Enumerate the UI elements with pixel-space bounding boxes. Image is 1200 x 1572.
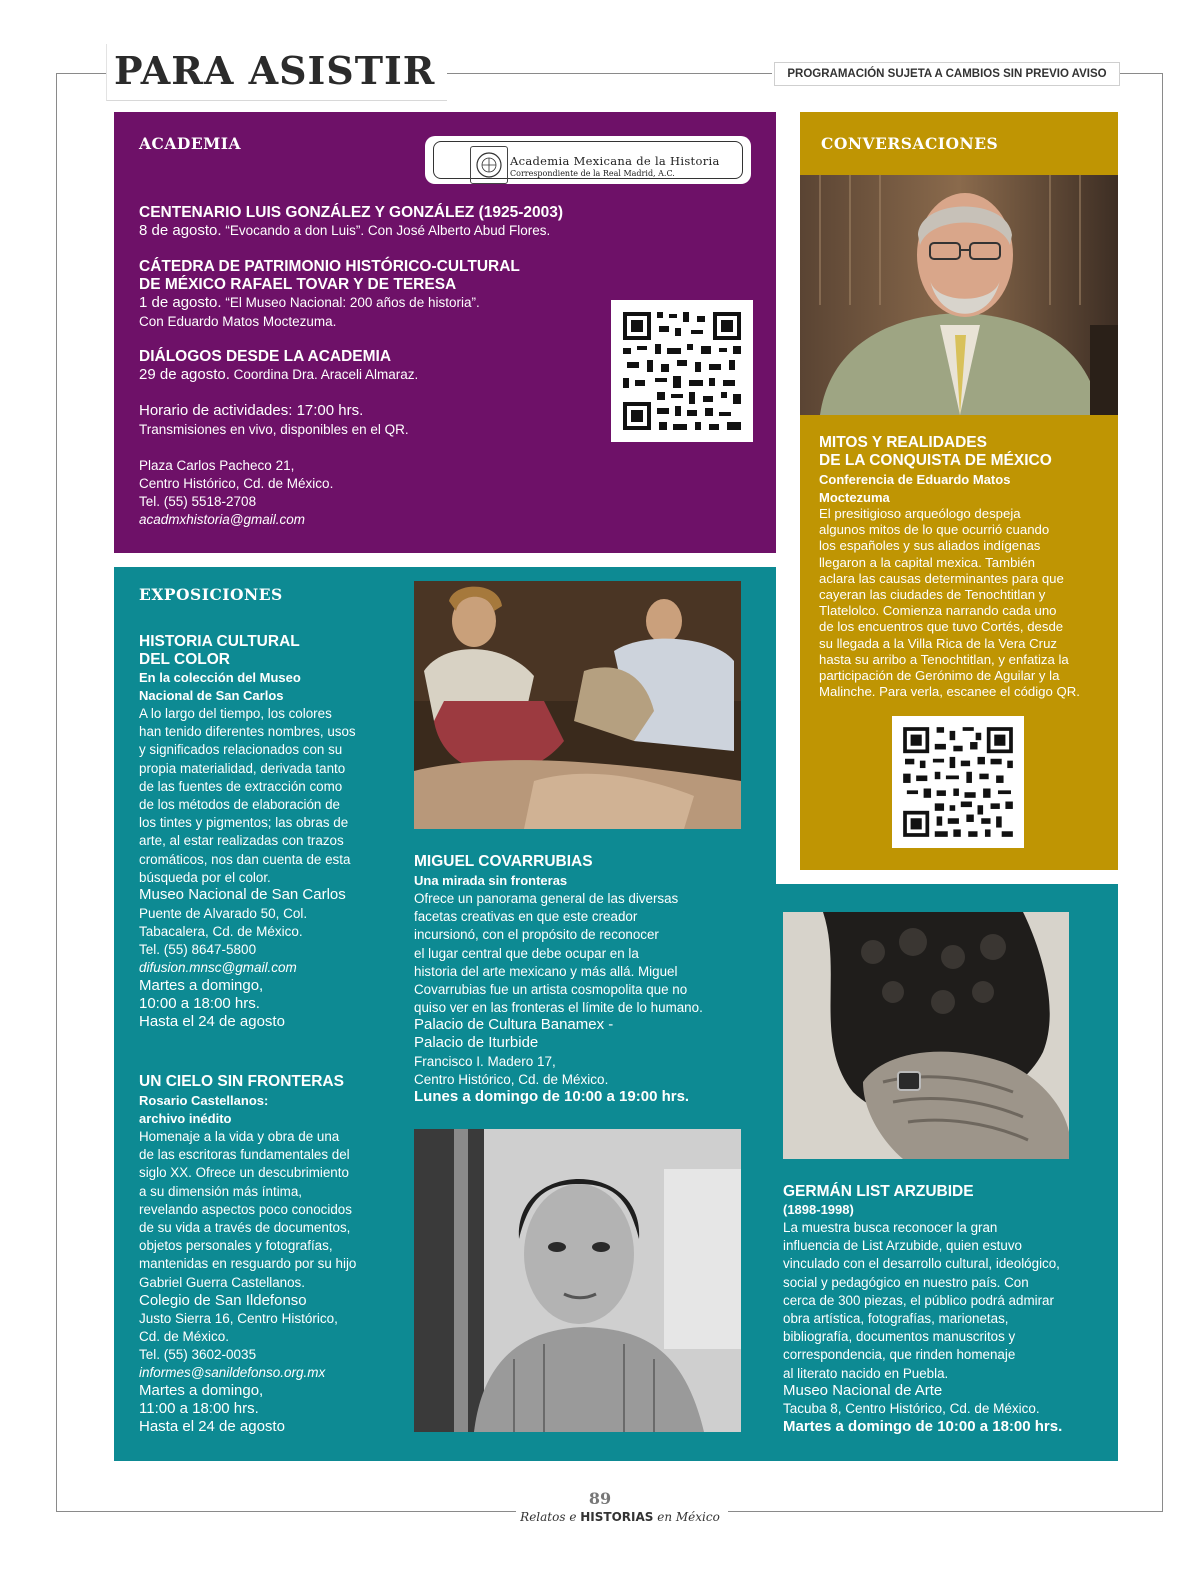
body-line: A lo largo del tiempo, los colores — [139, 706, 332, 721]
event-date: 1 de agosto. — [139, 294, 222, 311]
logo-subtitle: Correspondiente de la Real Madrid, A.C. — [510, 169, 675, 178]
body-line: siglo XX. Ofrece un descubrimiento — [139, 1165, 349, 1181]
event-line — [139, 222, 550, 240]
address-line: Centro Histórico, Cd. de México. — [139, 476, 334, 491]
event-date: 29 de agosto. — [139, 366, 230, 383]
body-line: algunos mitos de lo que ocurrió cuando — [819, 522, 1050, 538]
event-date: 8 de agosto. — [139, 222, 222, 239]
exhibit-body — [139, 1128, 356, 1292]
section-heading-academia: ACADEMIA — [139, 134, 242, 153]
venue: Palacio de Iturbide — [414, 1034, 539, 1051]
pub-part: en México — [653, 1510, 720, 1524]
body-line: bibliografía, documentos manuscritos y — [783, 1329, 1016, 1345]
address-line: Justo Sierra 16, Centro Histórico, — [139, 1311, 338, 1326]
exhibit-title: GERMÁN LIST ARZUBIDE — [783, 1183, 974, 1200]
address-line: Centro Histórico, Cd. de México. — [414, 1072, 609, 1087]
body-line: revelando aspectos poco conocidos — [139, 1201, 352, 1217]
body-line: Ofrece un panorama general de las diversas — [414, 891, 679, 906]
phone: Tel. (55) 5518-2708 — [139, 494, 257, 509]
publication-name — [0, 1510, 1200, 1524]
body-line: Gabriel Guerra Castellanos. — [139, 1274, 305, 1290]
section-heading-exposiciones: EXPOSICIONES — [139, 585, 283, 604]
venue: Colegio de San Ildefonso — [139, 1292, 307, 1309]
exhibit-body — [414, 890, 703, 1017]
event-line — [139, 366, 418, 384]
schedule: Horario de actividades: 17:00 hrs. — [139, 402, 364, 419]
body-line: participación de Gerónimo de Aguilar y la — [819, 668, 1060, 684]
exhibit-title: MIGUEL COVARRUBIAS — [414, 853, 593, 870]
body-line: hasta su arribo a Tenochtitlan, y enfatiza la — [819, 651, 1069, 667]
qr-code-icon[interactable] — [611, 300, 753, 442]
event-title: DIÁLOGOS DESDE LA ACADEMIA — [139, 348, 392, 365]
page-number: 89 — [588, 1489, 612, 1508]
section-heading-conversaciones: CONVERSACIONES — [821, 134, 999, 153]
body-line: Covarrubias fue un artista cosmopolita que no — [414, 982, 688, 998]
exhibit-title: DEL COLOR — [139, 651, 230, 668]
schedule-until: Hasta el 24 de agosto — [139, 1418, 285, 1435]
body-line: Homenaje a la vida y obra de una — [139, 1129, 340, 1144]
event-title: CÁTEDRA DE PATRIMONIO HISTÓRICO-CULTURAL — [139, 258, 520, 275]
body-line: arte, al estar realizadas con trazos — [139, 833, 344, 849]
event-desc: “Evocando a don Luis”. Con José Alberto Abud Flores. — [221, 223, 551, 238]
body-line: los tintes y pigmentos; las obras de — [139, 815, 349, 831]
exhibit-subtitle: Nacional de San Carlos — [139, 688, 284, 703]
exhibit-subtitle: En la colección del Museo — [139, 670, 301, 685]
body-line: aclara las causas determinantes para que — [819, 570, 1064, 586]
body-line: El presitigioso arqueólogo despeja — [819, 506, 1021, 521]
body-line: Malinche. Para verla, escanee el código QR. — [819, 684, 1080, 700]
address-line: Puente de Alvarado 50, Col. — [139, 906, 308, 921]
body-line: quiso ver en las fronteras el límite de lo humano. — [414, 1000, 703, 1016]
address-line: Plaza Carlos Pacheco 21, — [139, 458, 295, 473]
body-line: de los métodos de elaboración de — [139, 797, 340, 813]
exhibit-subtitle: (1898-1998) — [783, 1202, 854, 1217]
event-title: CENTENARIO LUIS GONZÁLEZ Y GONZÁLEZ (1925-2003) — [139, 204, 564, 221]
body-line: mantenidas en resguardo por su hijo — [139, 1256, 357, 1272]
exhibit-subtitle: archivo inédito — [139, 1111, 232, 1126]
schedule-hours: Martes a domingo de 10:00 a 18:00 hrs. — [783, 1418, 1063, 1435]
frame-rule — [446, 73, 772, 74]
schedule-until: Hasta el 24 de agosto — [139, 1013, 285, 1030]
body-line: al literato nacido en Puebla. — [783, 1365, 949, 1381]
frame-rule — [1118, 73, 1162, 74]
pub-part: HISTORIAS — [580, 1510, 654, 1524]
body-line: La muestra busca reconocer la gran — [783, 1220, 998, 1235]
event-title: DE MÉXICO RAFAEL TOVAR Y DE TERESA — [139, 276, 457, 293]
academia-logo — [425, 136, 751, 184]
stream-note: Transmisiones en vivo, disponibles en el QR. — [139, 422, 409, 437]
exhibit-body — [139, 705, 356, 887]
seal-icon — [470, 146, 508, 184]
phone: Tel. (55) 8647-5800 — [139, 942, 257, 957]
body-line: de los encuentros que tuvo Cortés, desde — [819, 619, 1064, 635]
body-line: objetos personales y fotografías, — [139, 1238, 333, 1254]
schedule-days: Martes a domingo, — [139, 1382, 264, 1399]
body-line: cayeran las ciudades de Tenochtitlan y — [819, 587, 1046, 603]
conference-subtitle: Conferencia de Eduardo Matos — [819, 472, 1011, 487]
event-line — [139, 294, 480, 312]
body-line: han tenido diferentes nombres, usos — [139, 724, 356, 740]
body-line: y significados relacionados con su — [139, 742, 343, 758]
schedule-hours: 11:00 a 18:00 hrs. — [139, 1400, 259, 1417]
address-line: Tabacalera, Cd. de México. — [139, 924, 303, 939]
page-title: PARA ASISTIR — [114, 48, 436, 93]
body-line: cromáticos, nos dan cuenta de esta — [139, 851, 351, 867]
body-line: de las fuentes de extracción como — [139, 778, 343, 794]
schedule-days: Martes a domingo, — [139, 977, 264, 994]
body-line: su llegada a la Villa Rica de la Vera Cruz — [819, 635, 1057, 651]
body-line: propia materialidad, derivada tanto — [139, 760, 346, 776]
exhibit-title: HISTORIA CULTURAL — [139, 633, 300, 650]
painting-image — [414, 581, 741, 829]
body-line: búsqueda por el color. — [139, 869, 271, 885]
conference-subtitle: Moctezuma — [819, 490, 890, 505]
body-line: correspondencia, que rinden homenaje — [783, 1347, 1016, 1363]
body-line: los españoles y sus aliados indígenas — [819, 538, 1041, 554]
pub-part: Relatos e — [520, 1510, 581, 1524]
email[interactable]: informes@sanildefonso.org.mx — [139, 1365, 326, 1380]
address-line: Cd. de México. — [139, 1329, 230, 1344]
body-line: a su dimensión más íntima, — [139, 1183, 302, 1199]
venue: Museo Nacional de Arte — [783, 1382, 943, 1399]
exhibit-body — [783, 1219, 1060, 1383]
body-line: llegaron a la capital mexica. También — [819, 554, 1036, 570]
body-line: vinculado con el desarrollo cultural, ideológico, — [783, 1256, 1060, 1272]
venue: Museo Nacional de San Carlos — [139, 886, 346, 903]
body-line: social y pedagógico en nuestro país. Con — [783, 1274, 1029, 1290]
schedule-notice: PROGRAMACIÓN SUJETA A CAMBIOS SIN PREVIO AVISO — [774, 62, 1120, 86]
qr-code-icon[interactable] — [892, 716, 1024, 848]
conference-title: DE LA CONQUISTA DE MÉXICO — [819, 452, 1052, 469]
email[interactable]: acadmxhistoria@gmail.com — [139, 512, 306, 527]
event-desc: “El Museo Nacional: 200 años de historia”. — [221, 295, 480, 310]
logo-name: Academia Mexicana de la Historia — [510, 154, 720, 168]
event-desc: Con Eduardo Matos Moctezuma. — [139, 314, 337, 329]
hand-photo — [783, 912, 1069, 1159]
phone: Tel. (55) 3602-0035 — [139, 1347, 257, 1362]
conference-body — [819, 506, 1080, 700]
event-desc: Coordina Dra. Araceli Almaraz. — [229, 367, 419, 382]
exhibit-title: UN CIELO SIN FRONTERAS — [139, 1073, 344, 1090]
email[interactable]: difusion.mnsc@gmail.com — [139, 960, 297, 975]
schedule-hours: 10:00 a 18:00 hrs. — [139, 995, 260, 1012]
body-line: cerca de 300 piezas, el público podrá admirar — [783, 1292, 1054, 1308]
body-line: de las escritoras fundamentales del — [139, 1147, 350, 1163]
body-line: facetas creativas en que este creador — [414, 909, 638, 925]
exhibit-subtitle: Una mirada sin fronteras — [414, 873, 568, 888]
address-line: Tacuba 8, Centro Histórico, Cd. de México. — [783, 1401, 1040, 1416]
body-line: Tlatelolco. Comienza narrando cada uno — [819, 603, 1057, 619]
speaker-photo — [800, 175, 1118, 415]
conference-title: MITOS Y REALIDADES — [819, 434, 987, 451]
frame-rule — [56, 73, 108, 74]
body-line: el lugar central que debe ocupar en la — [414, 945, 639, 961]
body-line: obra artística, fotografías, marionetas, — [783, 1311, 1009, 1327]
body-line: incursionó, con el propósito de reconocer — [414, 927, 659, 943]
address-line: Francisco I. Madero 17, — [414, 1054, 556, 1069]
body-line: historia del arte mexicano y más allá. Miguel — [414, 963, 678, 979]
exhibit-subtitle: Rosario Castellanos: — [139, 1093, 269, 1108]
body-line: influencia de List Arzubide, quien estuvo — [783, 1238, 1022, 1254]
schedule-hours: Lunes a domingo de 10:00 a 19:00 hrs. — [414, 1088, 690, 1105]
body-line: de su vida a través de documentos, — [139, 1220, 351, 1236]
venue: Palacio de Cultura Banamex - — [414, 1016, 614, 1033]
portrait-photo — [414, 1129, 741, 1432]
